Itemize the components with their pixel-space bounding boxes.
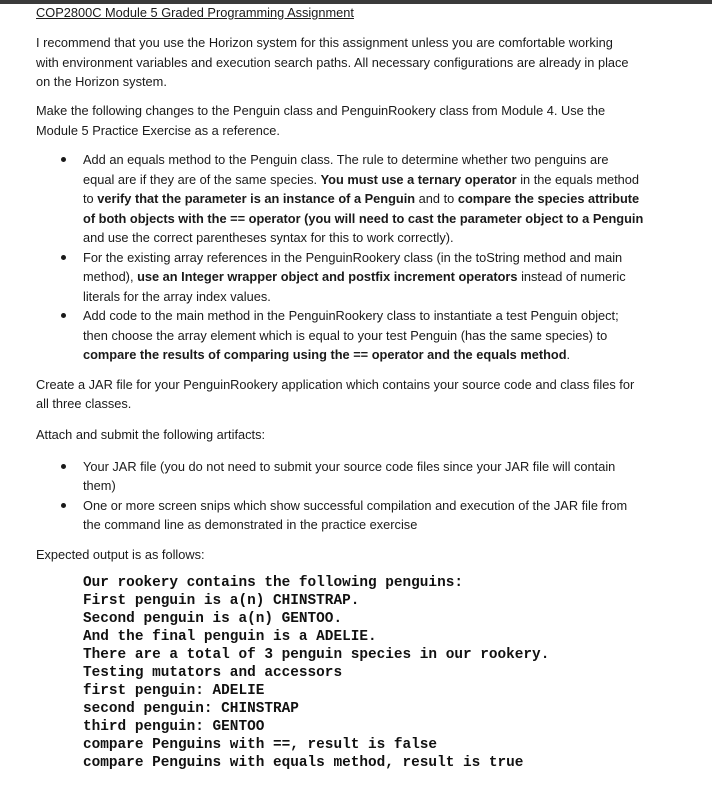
- bold-text: compare the results of comparing using the == operator and the equals method: [83, 347, 567, 362]
- text-segment: For the existing array references in the PenguinRookery class (in the toString method and main: [83, 249, 623, 265]
- text-segment: .: [566, 347, 571, 362]
- list-item: [36, 457, 712, 496]
- text-line: I recommend that you use the Horizon system for this assignment unless you are comfortable working: [36, 35, 613, 50]
- text-line: [83, 150, 712, 170]
- bold-text: of both objects with the == operator (you will need to cast the parameter object to a Penguin: [83, 210, 644, 226]
- list-item: [36, 306, 712, 365]
- text-line: [83, 476, 712, 496]
- text-line: with environment variables and execution search paths. All necessary configurations are already in place: [36, 54, 629, 70]
- text-line: [83, 248, 712, 268]
- text-segment: method),: [83, 269, 138, 284]
- text-segment: them): [83, 478, 116, 493]
- text-line: [83, 267, 712, 287]
- bullet-icon: [61, 157, 66, 162]
- text-line: First penguin is a(n) CHINSTRAP.: [83, 593, 360, 609]
- text-line: first penguin: ADELIE: [83, 683, 265, 699]
- text-line: And the final penguin is a ADELIE.: [83, 629, 377, 645]
- document-title: COP2800C Module 5 Graded Programming Assignment: [36, 5, 354, 20]
- text-line: compare Penguins with equals method, result is true: [83, 755, 524, 771]
- text-line: Testing mutators and accessors: [83, 665, 343, 681]
- attach-paragraph: [36, 425, 712, 445]
- text-segment: in the equals method: [516, 171, 640, 187]
- jar-paragraph: [36, 375, 712, 414]
- text-segment: and use the correct parentheses syntax for this to work correctly).: [83, 230, 454, 245]
- text-line: [83, 496, 712, 516]
- text-segment: Your JAR file (you do not need to submit your source code files since your JAR file will contain: [83, 458, 616, 474]
- bold-text: verify that the parameter is an instance of a Penguin: [97, 191, 416, 206]
- text-line: Create a JAR file for your PenguinRookery application which contains your source code and class files for: [36, 376, 635, 392]
- bold-text: compare the species attribute: [457, 191, 640, 206]
- text-line: [83, 189, 712, 209]
- bullet-icon: [61, 503, 66, 508]
- requirements-list: [36, 150, 712, 365]
- text-segment: Add code to the main method in the PenguinRookery class to instantiate a test Penguin object;: [83, 308, 619, 323]
- text-line: Module 5 Practice Exercise as a reference.: [36, 122, 280, 138]
- text-line: [83, 306, 712, 326]
- text-line: [83, 209, 712, 229]
- list-item: [36, 248, 712, 307]
- bullet-icon: [61, 255, 66, 260]
- text-segment: instead of numeric: [517, 269, 626, 284]
- text-line: Make the following changes to the Penguin class and PenguinRookery class from Module 4. Use the: [36, 103, 606, 118]
- list-item: [36, 496, 712, 535]
- text-line: Attach and submit the following artifacts:: [36, 426, 266, 442]
- text-line: compare Penguins with ==, result is false: [83, 737, 438, 753]
- text-line: third penguin: GENTOO: [83, 719, 265, 735]
- changes-paragraph: [36, 101, 712, 140]
- text-segment: to: [83, 191, 98, 206]
- text-segment: the command line as demonstrated in the practice exercise: [83, 517, 418, 532]
- text-line: second penguin: CHINSTRAP: [83, 701, 299, 717]
- bold-text: You must use a ternary operator: [320, 171, 517, 187]
- document: [36, 3, 712, 772]
- text-line: [83, 326, 712, 346]
- text-segment: equal are if they are of the same species.: [83, 171, 321, 187]
- text-line: Our rookery contains the following penguins:: [83, 575, 463, 591]
- text-line: [83, 457, 712, 477]
- text-line: [83, 515, 712, 535]
- text-line: all three classes.: [36, 396, 132, 411]
- text-segment: Add an equals method to the Penguin class. The rule to determine whether two penguins are: [83, 152, 609, 167]
- text-segment: literals for the array index values.: [83, 288, 271, 304]
- bold-text: use an Integer wrapper object and postfix increment operators: [137, 269, 518, 284]
- text-segment: then choose the array element which is equal to your test Penguin (has the same species) to: [83, 327, 608, 343]
- text-line: [83, 170, 712, 190]
- expected-output-label: [36, 545, 712, 565]
- text-line: Second penguin is a(n) GENTOO.: [83, 611, 343, 627]
- list-item: [36, 150, 712, 248]
- text-line: There are a total of 3 penguin species in our rookery.: [83, 647, 550, 663]
- text-segment: and to: [415, 191, 458, 206]
- expected-output-code: [36, 574, 712, 772]
- bullet-icon: [61, 313, 66, 318]
- intro-paragraph: [36, 33, 712, 92]
- text-line: [83, 287, 712, 307]
- text-line: on the Horizon system.: [36, 74, 167, 89]
- text-line: [83, 345, 712, 365]
- text-segment: One or more screen snips which show successful compilation and execution of the JAR file from: [83, 497, 628, 513]
- text-line: [83, 228, 712, 248]
- text-line: Expected output is as follows:: [36, 546, 205, 562]
- artifacts-list: [36, 457, 712, 535]
- bullet-icon: [61, 464, 66, 469]
